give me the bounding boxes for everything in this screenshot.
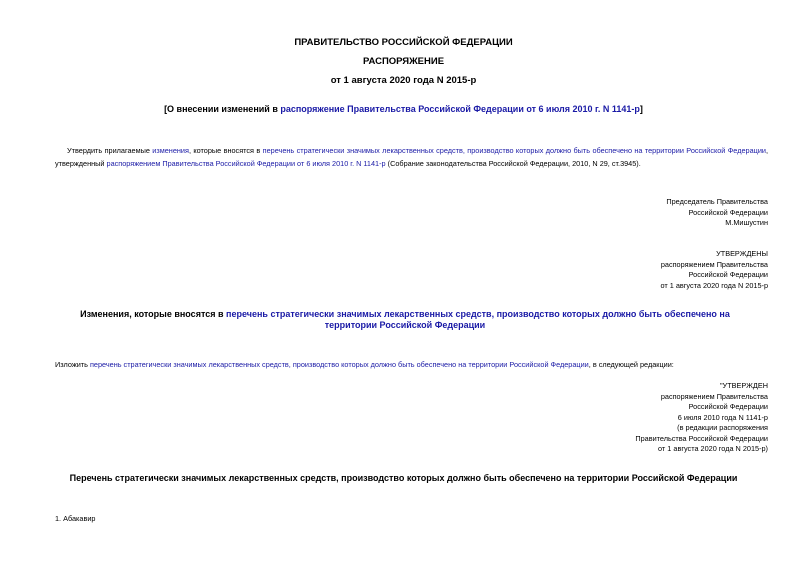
list-item: 1. Абакавир [55,514,96,523]
signature-line-1: Председатель Правительства [666,197,768,206]
para-text-3: , утвержденный [55,146,768,168]
document-type-heading: РАСПОРЯЖЕНИЕ [362,56,445,67]
changes-title-list-link[interactable]: перечень стратегически значимых лекарственных средств, производство которых должно быть обеспечено на территории Российской Федерации [226,309,730,330]
subject-close: ] [639,104,643,114]
para-text-4: (Собрание законодательства Российской Федерации, 2010, N 29, ст.3945). [385,158,641,168]
instruction-paragraph [55,359,768,372]
approved-line-1: УТВЕРЖДЕНЫ [716,249,768,258]
document-subject [0,104,807,114]
signature-line-2: Российской Федерации [688,207,768,217]
approved-list-line-1: "УТВЕРЖДЕН [719,381,768,390]
signature-block [666,197,768,229]
para-text-2: , которые вносятся в [188,146,263,155]
approved-list-line-7: от 1 августа 2020 года N 2015-р) [658,444,768,453]
approved-list-line-4: 6 июля 2010 года N 1141-р [677,412,768,422]
approved-stamp-block [660,249,768,291]
approved-list-line-3: Российской Федерации [688,402,768,411]
approved-list-line-2: распоряжением Правительства [660,391,768,401]
changes-link[interactable]: изменения [152,146,189,155]
approved-line-3: Российской Федерации [688,270,768,279]
approved-list-line-6: Правительства Российской Федерации [635,433,768,443]
document-date-number: от 1 августа 2020 года N 2015-р [330,75,477,86]
changes-title [55,309,755,331]
government-heading: ПРАВИТЕЛЬСТВО РОССИЙСКОЙ ФЕДЕРАЦИИ [294,37,513,48]
approved-line-2: распоряжением Правительства [660,259,768,269]
instruction-text-1: Изложить [55,360,90,369]
instruction-list-link[interactable]: перечень стратегически значимых лекарственных средств, производство которых должно быть обеспечено на территории Российской Федерации [89,360,589,369]
approved-line-4: от 1 августа 2020 года N 2015-р [660,280,768,290]
subject-amended-act-link[interactable]: распоряжение Правительства Российской Федерации от 6 июля 2010 г. N 1141-р [280,104,640,114]
resolution-paragraph [55,145,768,170]
order-1141-link[interactable]: распоряжением Правительства Российской Федерации от 6 июля 2010 г. N 1141-р [106,158,386,168]
instruction-text-2: , в следующей редакции: [588,360,674,369]
changes-title-text: Изменения, которые вносятся в [80,309,227,319]
signature-line-3: М.Мишустин [725,218,768,227]
para-text-1: Утвердить прилагаемые [67,146,153,155]
approved-list-line-5: (в редакции распоряжения [677,423,768,432]
strategic-drugs-list-link[interactable]: перечень стратегически значимых лекарственных средств, производство которых должно быть обеспечено на территории Российской Федерации [262,146,766,155]
subject-open: [О внесении изменений в [164,104,281,114]
approved-list-stamp-block [635,381,768,455]
list-title: Перечень стратегически значимых лекарственных средств, производство которых должно быть обеспечено на территории Российской Федерации [69,473,738,483]
